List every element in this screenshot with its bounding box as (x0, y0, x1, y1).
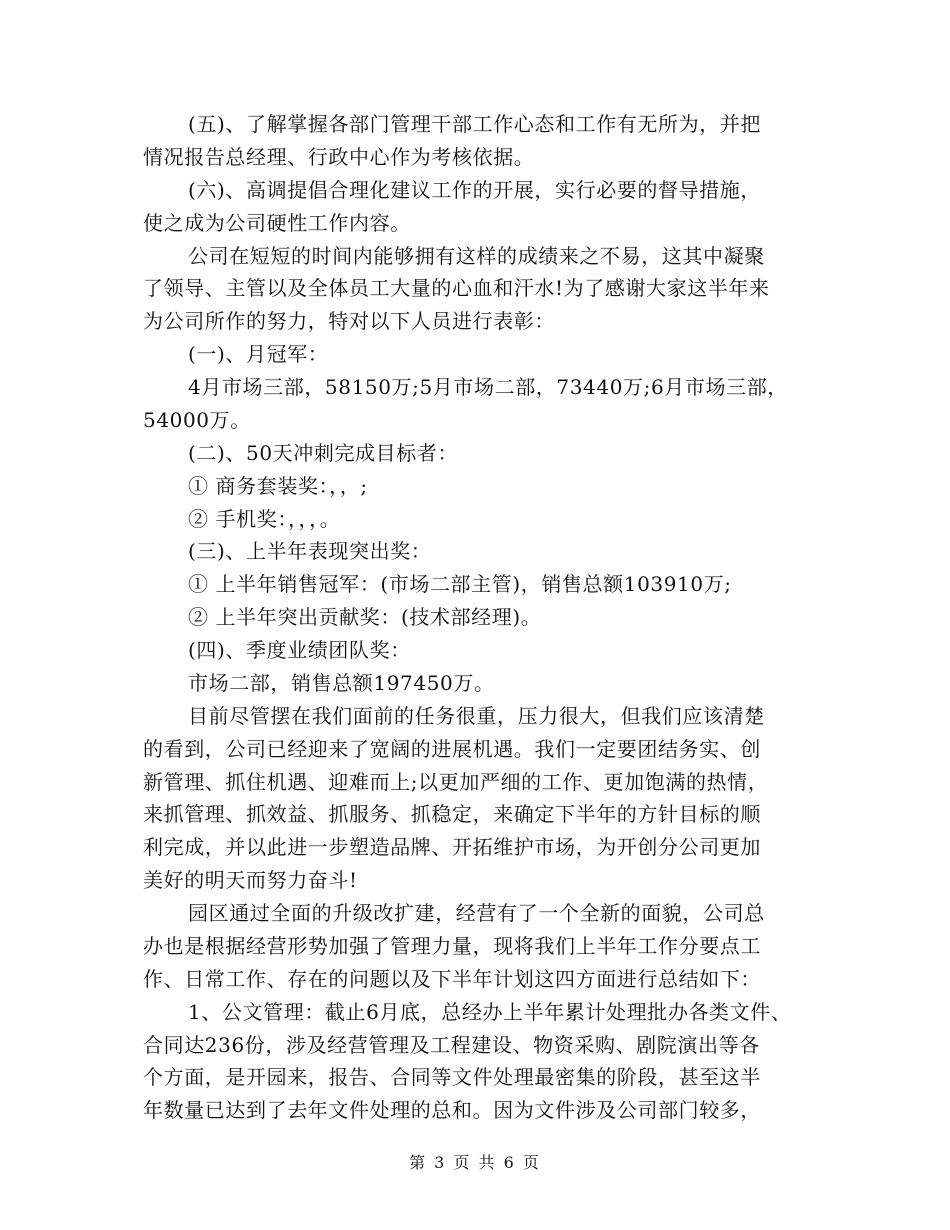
paragraph-line: 了领导、主管以及全体员工大量的心血和汗水!为了感谢大家这半年来 (143, 276, 770, 300)
paragraph-line: ① 商务套装奖：，，; (188, 474, 368, 498)
paragraph-line: 美好的明天而努力奋斗! (143, 868, 358, 892)
paragraph-line: 来抓管理、抓效益、抓服务、抓稳定，来确定下半年的方针目标的顺 (143, 802, 761, 826)
paragraph-line: 个方面，是开园来，报告、合同等文件处理最密集的阶段，甚至这半 (143, 1065, 761, 1089)
paragraph-line: 合同达236份，涉及经营管理及工程建设、物资采购、剧院演出等各 (143, 1033, 760, 1057)
paragraph-line: 利完成，并以此进一步塑造品牌、开拓维护市场，为开创分公司更加 (143, 835, 761, 859)
paragraph-line: 的看到，公司已经迎来了宽阔的进展机遇。我们一定要团结务实、创 (143, 737, 761, 761)
paragraph-line: 新管理、抓住机遇、迎难而上;以更加严细的工作、更加饱满的热情， (143, 770, 769, 794)
paragraph-line: 为公司所作的努力，特对以下人员进行表彰： (143, 309, 555, 333)
paragraph-line: 使之成为公司硬性工作内容。 (143, 211, 411, 235)
paragraph-line: 年数量已达到了去年文件处理的总和。因为文件涉及公司部门较多， (143, 1098, 761, 1122)
paragraph-line: (一)、月冠军： (188, 342, 329, 366)
paragraph-line: ① 上半年销售冠军：(市场二部主管)，销售总额103910万; (188, 572, 732, 596)
paragraph-line: ② 上半年突出贡献奖：(技术部经理)。 (188, 605, 542, 629)
paragraph-line: 公司在短短的时间内能够拥有这样的成绩来之不易，这其中凝聚 (188, 244, 765, 268)
page-number-footer: 第 3 页 共 6 页 (409, 1153, 541, 1172)
paragraph-line: 园区通过全面的升级改扩建，经营有了一个全新的面貌，公司总 (188, 901, 765, 925)
paragraph-line: (六)、高调提倡合理化建议工作的开展，实行必要的督导措施， (188, 178, 762, 202)
paragraph-line: (五)、了解掌握各部门管理干部工作心态和工作有无所为，并把 (188, 112, 762, 136)
paragraph-line: 作、日常工作、存在的问题以及下半年计划这四方面进行总结如下： (143, 967, 761, 991)
paragraph-line: ② 手机奖：，，，。 (188, 507, 341, 531)
paragraph-line: 情况报告总经理、行政中心作为考核依据。 (143, 145, 535, 169)
paragraph-line: 1、公文管理：截止6月底，总经办上半年累计处理批办各类文件、 (188, 1000, 792, 1024)
paragraph-line: 目前尽管摆在我们面前的任务很重，压力很大，但我们应该清楚 (188, 704, 765, 728)
paragraph-line: (四)、季度业绩团队奖： (188, 638, 411, 662)
paragraph-line: 办也是根据经营形势加强了管理力量，现将我们上半年工作分要点工 (143, 934, 761, 958)
paragraph-line: (二)、50天冲刺完成目标者： (188, 441, 459, 465)
paragraph-line: 市场二部，销售总额197450万。 (188, 671, 495, 695)
paragraph-line: 4月市场三部，58150万;5月市场二部，73440万;6月市场三部， (188, 375, 788, 399)
paragraph-line: (三)、上半年表现突出奖： (188, 539, 432, 563)
paragraph-line: 54000万。 (143, 408, 251, 432)
